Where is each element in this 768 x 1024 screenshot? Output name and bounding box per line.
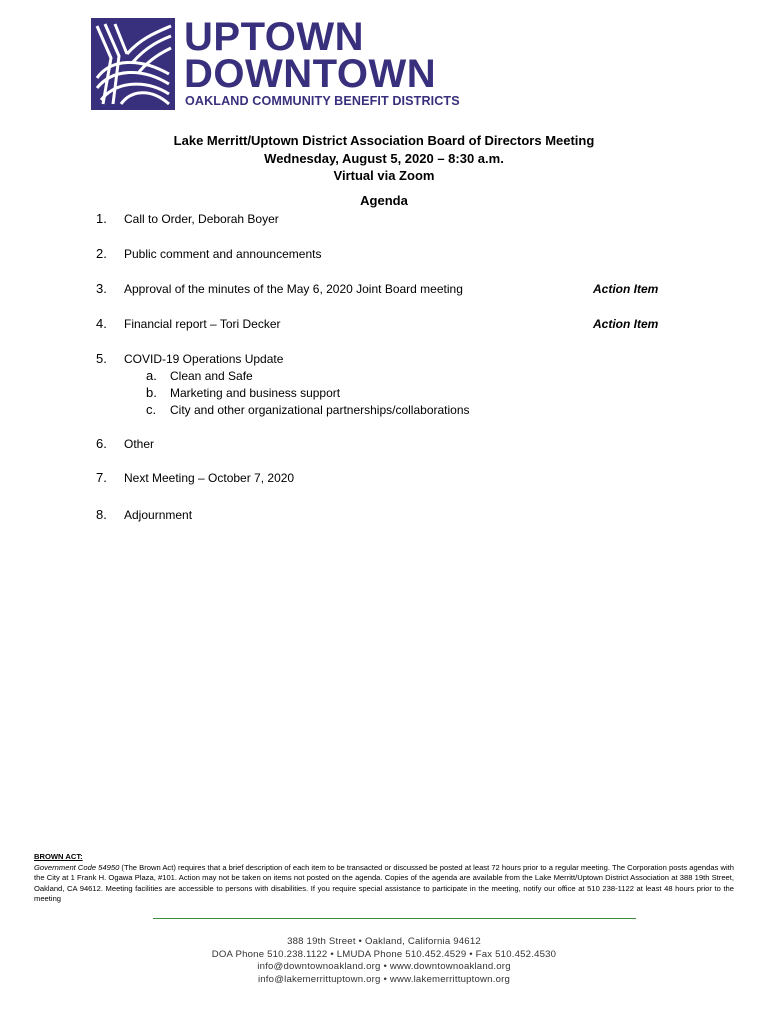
agenda-item-number: 3.	[96, 281, 107, 296]
agenda-subitem-text: Clean and Safe	[170, 369, 253, 383]
agenda-subitem	[0, 402, 768, 418]
agenda-item	[0, 246, 768, 264]
agenda-item-number: 2.	[96, 246, 107, 261]
agenda-item-text: Next Meeting – October 7, 2020	[124, 471, 295, 485]
agenda-item-text: Other	[124, 437, 155, 451]
footer-address: 388 19th Street • Oakland, California 94612	[287, 936, 481, 947]
footer-divider	[153, 918, 636, 919]
agenda-subitem-text: Marketing and business support	[170, 386, 341, 400]
agenda-heading: Agenda	[360, 193, 408, 208]
logo-subtitle: OAKLAND COMMUNITY BENEFIT DISTRICTS	[185, 94, 460, 108]
meeting-location: Virtual via Zoom	[333, 168, 435, 183]
agenda-subitem	[0, 368, 768, 384]
logo-emblem-icon	[91, 18, 175, 110]
agenda-subitem-letter: a.	[146, 368, 157, 383]
brown-act-notice	[34, 852, 734, 905]
agenda-item-text: Financial report – Tori Decker	[124, 317, 281, 331]
agenda-item	[0, 436, 768, 454]
brown-act-code: Government Code 54950	[34, 862, 120, 872]
agenda-subitem-letter: c.	[146, 402, 157, 417]
action-item-label: Action Item	[593, 317, 659, 331]
agenda-item-text: Public comment and announcements	[124, 247, 322, 261]
agenda-item	[0, 281, 768, 299]
footer-contact-downtown: info@downtownoakland.org • www.downtownoakland.org	[257, 961, 511, 972]
agenda-item-number: 7.	[96, 470, 107, 485]
logo-line-uptown: UPTOWN	[184, 15, 365, 59]
organization-logo	[91, 15, 471, 114]
agenda-item	[0, 316, 768, 334]
meeting-date: Wednesday, August 5, 2020 – 8:30 a.m.	[264, 151, 504, 166]
brown-act-title: BROWN ACT:	[34, 852, 83, 861]
agenda-item-number: 8.	[96, 507, 107, 522]
footer-phones: DOA Phone 510.238.1122 • LMUDA Phone 510.452.4529 • Fax 510.452.4530	[211, 948, 557, 960]
agenda-item-text: COVID-19 Operations Update	[124, 352, 284, 366]
agenda-item-text: Approval of the minutes of the May 6, 2020 Joint Board meeting	[124, 282, 463, 296]
agenda-item-number: 6.	[96, 436, 107, 451]
footer-contact-uptown: info@lakemerrittuptown.org • www.lakemerrittuptown.org	[257, 973, 511, 985]
agenda-subitem-text: City and other organizational partnerships/collaborations	[170, 403, 470, 417]
agenda-item-text: Call to Order, Deborah Boyer	[124, 212, 279, 226]
agenda-subitem	[0, 385, 768, 401]
agenda-subitem-letter: b.	[146, 385, 157, 400]
agenda-item	[0, 351, 768, 369]
agenda-item-number: 4.	[96, 316, 107, 331]
brown-act-text: (The Brown Act) requires that a brief description of each item to be transacted or discussed be posted at least 72 hours prior to a regular meeting. The Corporation posts agendas with the City at 1 Frank H. Ogawa Plaza, #101. Action may not be taken on items not posted on the agenda. Copies of the agenda are available from the Lake Merritt/Uptown District Association at 388 19th Street, Oakland, CA 94612. Meeting facilities are accessible to persons with disabilities. If you require special assistance to participate in the meeting, notify our office at 510 238-1122 at least 48 hours prior to the meeting	[34, 862, 734, 904]
action-item-label: Action Item	[593, 282, 659, 296]
agenda-item	[0, 211, 768, 229]
meeting-title: Lake Merritt/Uptown District Association Board of Directors Meeting	[173, 133, 595, 148]
agenda-item-text: Adjournment	[124, 508, 193, 522]
agenda-item	[0, 470, 768, 488]
agenda-item-number: 5.	[96, 351, 107, 366]
agenda-item	[0, 507, 768, 525]
logo-line-downtown: DOWNTOWN	[184, 52, 437, 96]
agenda-item-number: 1.	[96, 211, 107, 226]
